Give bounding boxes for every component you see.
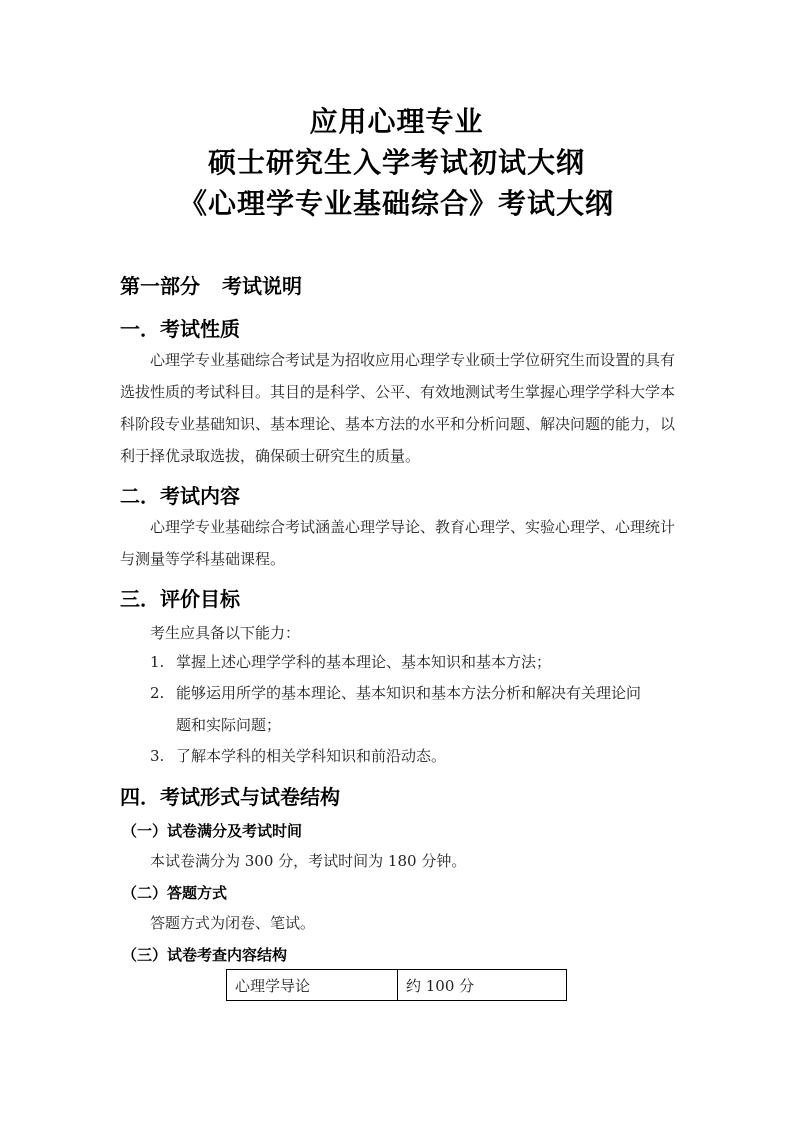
content-structure-table — [226, 969, 567, 1001]
goal-item-2: 2. 能够运用所学的基本理论、基本知识和基本方法分析和解决有关理论问 题和实际问题； — [150, 684, 642, 734]
goals-intro: 考生应具备以下能力： — [150, 624, 301, 642]
part-heading — [120, 270, 302, 299]
document-title-line-3: 《心理学专业基础综合》考试大纲 — [178, 187, 614, 220]
section-text-content: 心理学专业基础综合考试涵盖心理学导论、教育心理学、实验心理学、心理统计与测量等学科基础课程。 — [120, 518, 676, 568]
table-cell-score: 约 100 分 — [398, 970, 567, 1001]
goal-item-3: 3. 了解本学科的相关学科知识和前沿动态。 — [150, 747, 447, 765]
part-label: 第一部分 — [120, 274, 200, 298]
goal-item-1: 1. 掌握上述心理学学科的基本理论、基本知识和基本方法； — [150, 653, 552, 671]
table-cell-subject: 心理学导论 — [227, 970, 398, 1001]
section-heading-content: 二．考试内容 — [120, 484, 240, 508]
document-title-line-1: 应用心理专业 — [309, 105, 484, 138]
subsection-heading-score-time: （一）试卷满分及考试时间 — [122, 822, 303, 840]
section-heading-goals: 三．评价目标 — [120, 587, 240, 611]
subsection-text-answer-mode: 答题方式为闭卷、笔试。 — [150, 914, 316, 932]
subsection-heading-answer-mode: （二）答题方式 — [122, 884, 228, 902]
document-title-line-2: 硕士研究生入学考试初试大纲 — [207, 146, 585, 179]
section-text-nature: 心理学专业基础综合考试是为招收应用心理学专业硕士学位研究生而设置的具有选拔性质的考试科目。其目的是科学、公平、有效地测试考生掌握心理学学科大学本科阶段专业基础知识、基本理论、基本方法的水平和分析问题、解决问题的能力，以利于择优录取选拔，确保硕士研究生的质量。 — [120, 351, 676, 465]
subsection-text-score-time: 本试卷满分为 300 分，考试时间为 180 分钟。 — [150, 852, 467, 870]
part-title: 考试说明 — [222, 274, 302, 298]
table-row — [227, 970, 567, 1001]
subsection-heading-content-structure: （三）试卷考查内容结构 — [122, 946, 288, 964]
section-heading-format: 四．考试形式与试卷结构 — [120, 785, 340, 809]
section-heading-nature: 一．考试性质 — [120, 317, 240, 341]
